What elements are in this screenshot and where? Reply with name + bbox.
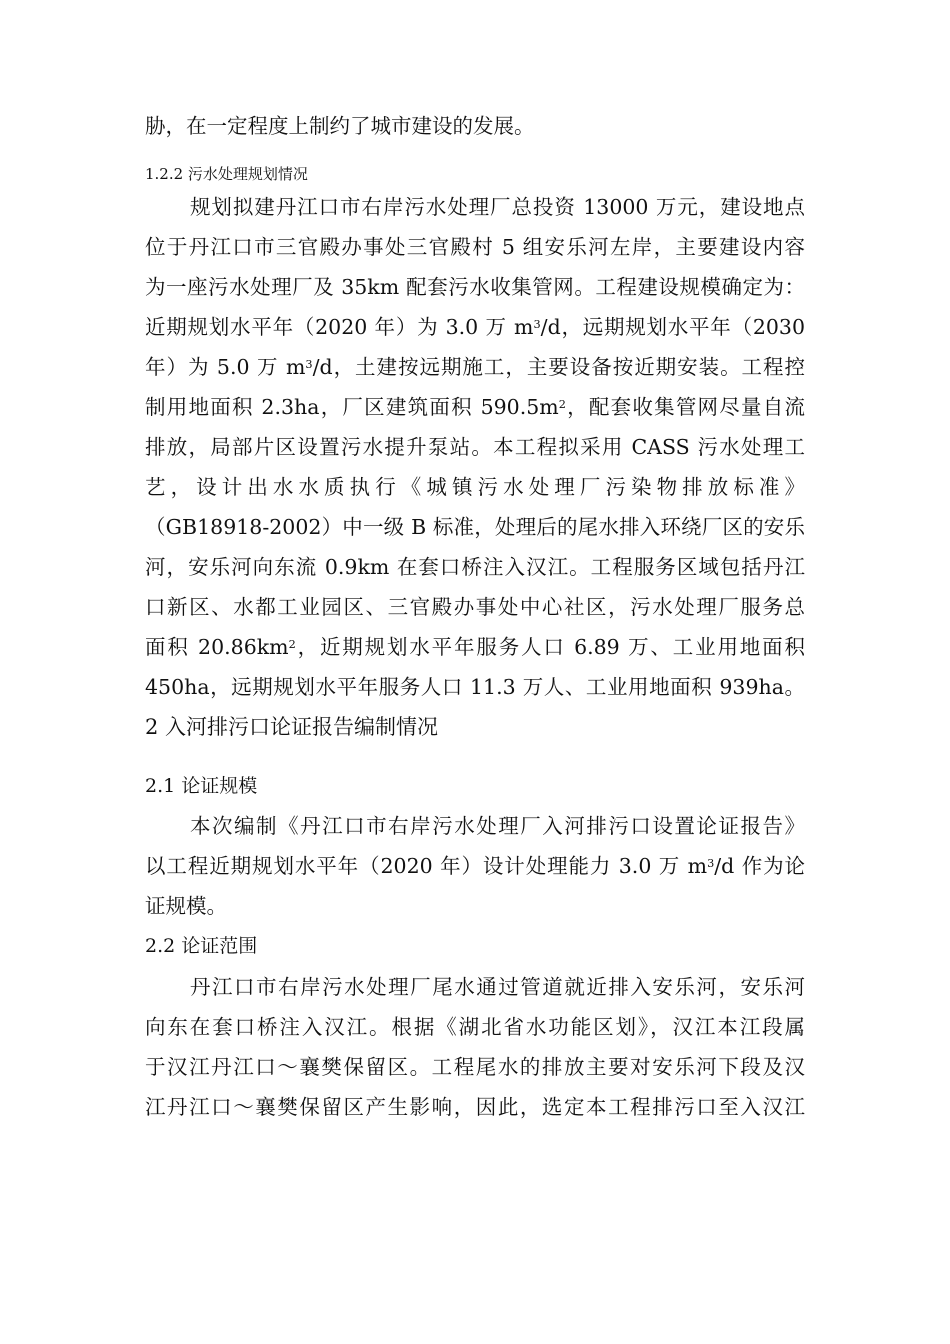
paragraph-line: 面积 $20.86km^2$，近期规划水平年服务人口 6.89 万、工业用地面积	[145, 635, 805, 659]
paragraph-line: 以工程近期规划水平年（2020 年）设计处理能力 3.0 万 $m^3/d$ 作为论	[145, 854, 805, 878]
paragraph-line: 近期规划水平年（2020 年）为 3.0 万 $m^3/d$，远期规划水平年（2030	[145, 315, 805, 339]
paragraph-line: 江丹江口～襄樊保留区产生影响，因此，选定本工程排污口至入汉江	[145, 1095, 805, 1119]
paragraph-line: 排放，局部片区设置污水提升泵站。本工程拟采用 CASS 污水处理工	[145, 435, 805, 459]
section-heading-2: 2 入河排污口论证报告编制情况	[145, 715, 439, 739]
paragraph-line: 证规模。	[145, 894, 227, 918]
paragraph-line: 胁，在一定程度上制约了城市建设的发展。	[145, 114, 535, 138]
paragraph-line: 本次编制《丹江口市右岸污水处理厂入河排污口设置论证报告》	[190, 814, 805, 838]
paragraph-line: 于汉江丹江口～襄樊保留区。工程尾水的排放主要对安乐河下段及汉	[145, 1055, 805, 1079]
section-heading-2-2: 2.2 论证范围	[145, 935, 258, 957]
paragraph-line: 向东在套口桥注入汉江。根据《湖北省水功能区划》，汉江本江段属	[145, 1015, 805, 1039]
paragraph-line: 年）为 5.0 万 $m^3/d$，土建按远期施工，主要设备按近期安装。工程控	[145, 355, 805, 379]
paragraph-line: （GB18918-2002）中一级 B 标准，处理后的尾水排入环绕厂区的安乐	[145, 515, 805, 539]
paragraph-line: 艺，设计出水水质执行《城镇污水处理厂污染物排放标准》	[145, 475, 805, 499]
paragraph-line: 450ha，远期规划水平年服务人口 11.3 万人、工业用地面积 939ha。	[145, 675, 805, 699]
paragraph-line: 位于丹江口市三官殿办事处三官殿村 5 组安乐河左岸，主要建设内容	[145, 235, 805, 259]
paragraph-line: 丹江口市右岸污水处理厂尾水通过管道就近排入安乐河，安乐河	[190, 975, 805, 999]
section-heading-2-1: 2.1 论证规模	[145, 775, 258, 797]
paragraph-line: 规划拟建丹江口市右岸污水处理厂总投资 13000 万元，建设地点	[190, 195, 805, 219]
section-heading-1-2-2: 1.2.2 污水处理规划情况	[145, 165, 308, 183]
paragraph-line: 为一座污水处理厂及 35km 配套污水收集管网。工程建设规模确定为：	[145, 275, 805, 299]
paragraph-line: 口新区、水都工业园区、三官殿办事处中心社区，污水处理厂服务总	[145, 595, 805, 619]
paragraph-line: 制用地面积 2.3ha，厂区建筑面积 $590.5m^2$，配套收集管网尽量自流	[145, 395, 805, 419]
paragraph-line: 河，安乐河向东流 0.9km 在套口桥注入汉江。工程服务区域包括丹江	[145, 555, 805, 579]
